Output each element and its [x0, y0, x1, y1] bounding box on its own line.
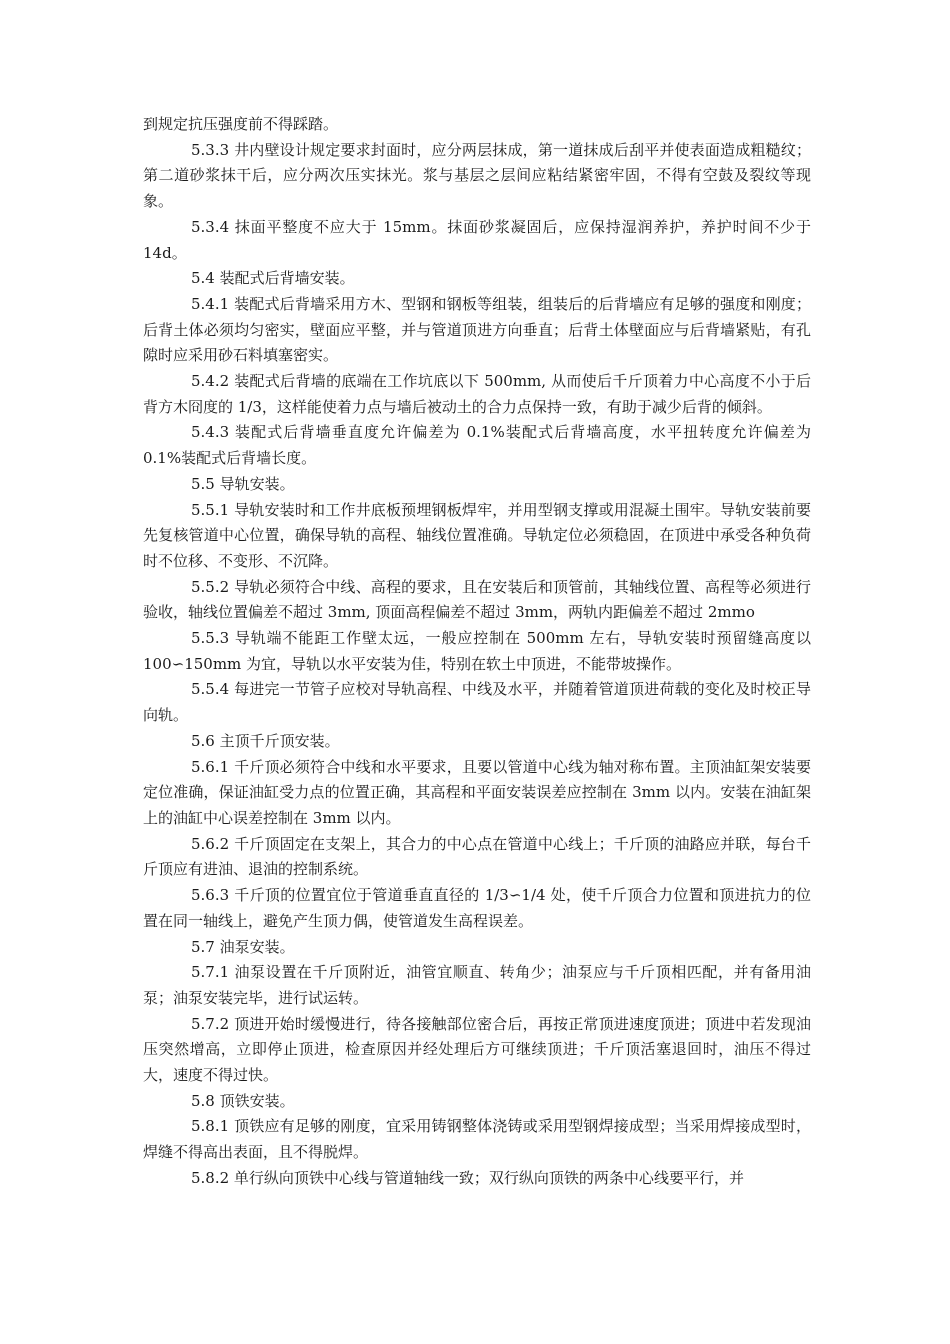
- section-heading: 5.8 顶铁安装。: [191, 1091, 295, 1110]
- section-heading: 5.7 油泵安装。: [191, 937, 295, 956]
- paragraph: 5.6.2 千斤顶固定在支架上，其合力的中心点在管道中心线上；千斤顶的油路应并联，每台千斤顶应有进油、退油的控制系统。: [143, 834, 811, 879]
- paragraph: 5.3.3 井内壁设计规定要求封面时，应分两层抹成，第一道抹成后刮平并使表面造成粗糙纹；第二道砂浆抹干后，应分两次压实抹光。浆与基层之层间应粘结紧密牢固，不得有空鼓及裂纹等现象。: [143, 140, 811, 211]
- paragraph: 5.4.3 装配式后背墙垂直度允许偏差为 0.1%装配式后背墙高度，水平扭转度允许偏差为 0.1%装配式后背墙长度。: [143, 423, 811, 468]
- paragraph: 5.4.2 装配式后背墙的底端在工作坑底以下 500mm, 从而使后千斤顶着力中心高度不小于后背方木冏度的 1/3，这样能使着力点与墙后被动土的合力点保持一致，有助于减少后背的倾斜。: [143, 372, 811, 416]
- paragraph: 5.6.1 千斤顶必须符合中线和水平要求，且要以管道中心线为轴对称布置。主顶油缸架安装要定位准确，保证油缸受力点的位置正确，其高程和平面安装误差应控制在 3mm 以内。安装在油缸架上的油缸中心误差控制在 3mm 以内。: [143, 757, 811, 827]
- paragraph: 5.7.1 油泵设置在千斤顶附近，油管宜顺直、转角少；油泵应与千斤顶相匹配，并有备用油泵；油泵安装完毕，进行试运转。: [143, 963, 811, 1007]
- paragraph: 5.8.1 顶铁应有足够的刚度，宜采用铸钢整体浇铸或采用型钢焊接成型；当采用焊接成型时，焊缝不得高出表面，且不得脱焊。: [143, 1117, 811, 1162]
- section-heading: 5.4 装配式后背墙安装。: [191, 269, 355, 288]
- paragraph: 5.6.3 千斤顶的位置宜位于管道垂直直径的 1/3∽1/4 处，使千斤顶合力位置和顶进抗力的位置在同一轴线上，避免产生顶力偶，使管道发生高程误差。: [143, 886, 811, 930]
- paragraph: 5.4.1 装配式后背墙采用方木、型钢和钢板等组装，组装后的后背墙应有足够的强度和刚度；后背土体必须均匀密实，壁面应平整，并与管道顶进方向垂直；后背土体壁面应与后背墙紧贴，有孔隙时应采用砂石料填塞密实。: [143, 294, 811, 365]
- paragraph: 5.8.2 单行纵向顶铁中心线与管道轴线一致；双行纵向顶铁的两条中心线要平行，并: [191, 1168, 744, 1187]
- section-heading: 5.6 主顶千斤顶安装。: [191, 731, 340, 750]
- paragraph: 到规定抗压强度前不得踩踏。: [143, 115, 339, 133]
- document-body: [143, 112, 811, 1192]
- paragraph: 5.5.3 导轨端不能距工作壁太远，一般应控制在 500mm 左右，导轨安装时预留缝高度以 100∽150mm 为宜，导轨以水平安装为佳，特别在软土中顶进，不能带坡操作。: [143, 629, 811, 673]
- paragraph: 5.7.2 顶进开始时缓慢进行，待各接触部位密合后，再按正常顶进速度顶进；顶进中若发现油压突然增高，立即停止顶进，检查原因并经处理后方可继续顶进；千斤顶活塞退回时，油压不得过大，速度不得过快。: [143, 1014, 811, 1085]
- paragraph: 5.5.2 导轨必须符合中线、高程的要求，且在安装后和顶管前，其轴线位置、高程等必须进行验收，轴线位置偏差不超过 3mm, 顶面高程偏差不超过 3mm，两轨内距偏差不超过 2mmo: [143, 577, 811, 622]
- section-heading: 5.5 导轨安装。: [191, 474, 295, 493]
- paragraph: 5.5.1 导轨安装时和工作井底板预埋钢板焊牢，并用型钢支撑或用混凝土围牢。导轨安装前要先复核管道中心位置，确保导轨的高程、轴线位置准确。导轨定位必须稳固，在顶进中承受各种负荷时不位移、不变形、不沉降。: [143, 500, 811, 570]
- paragraph: 5.3.4 抹面平整度不应大于 15mm。抹面砂浆凝固后，应保持湿润养护，养护时间不少于 14d。: [143, 217, 811, 262]
- paragraph: 5.5.4 每进完一节管子应校对导轨高程、中线及水平，并随着管道顶进荷载的变化及时校正导向轨。: [143, 680, 811, 725]
